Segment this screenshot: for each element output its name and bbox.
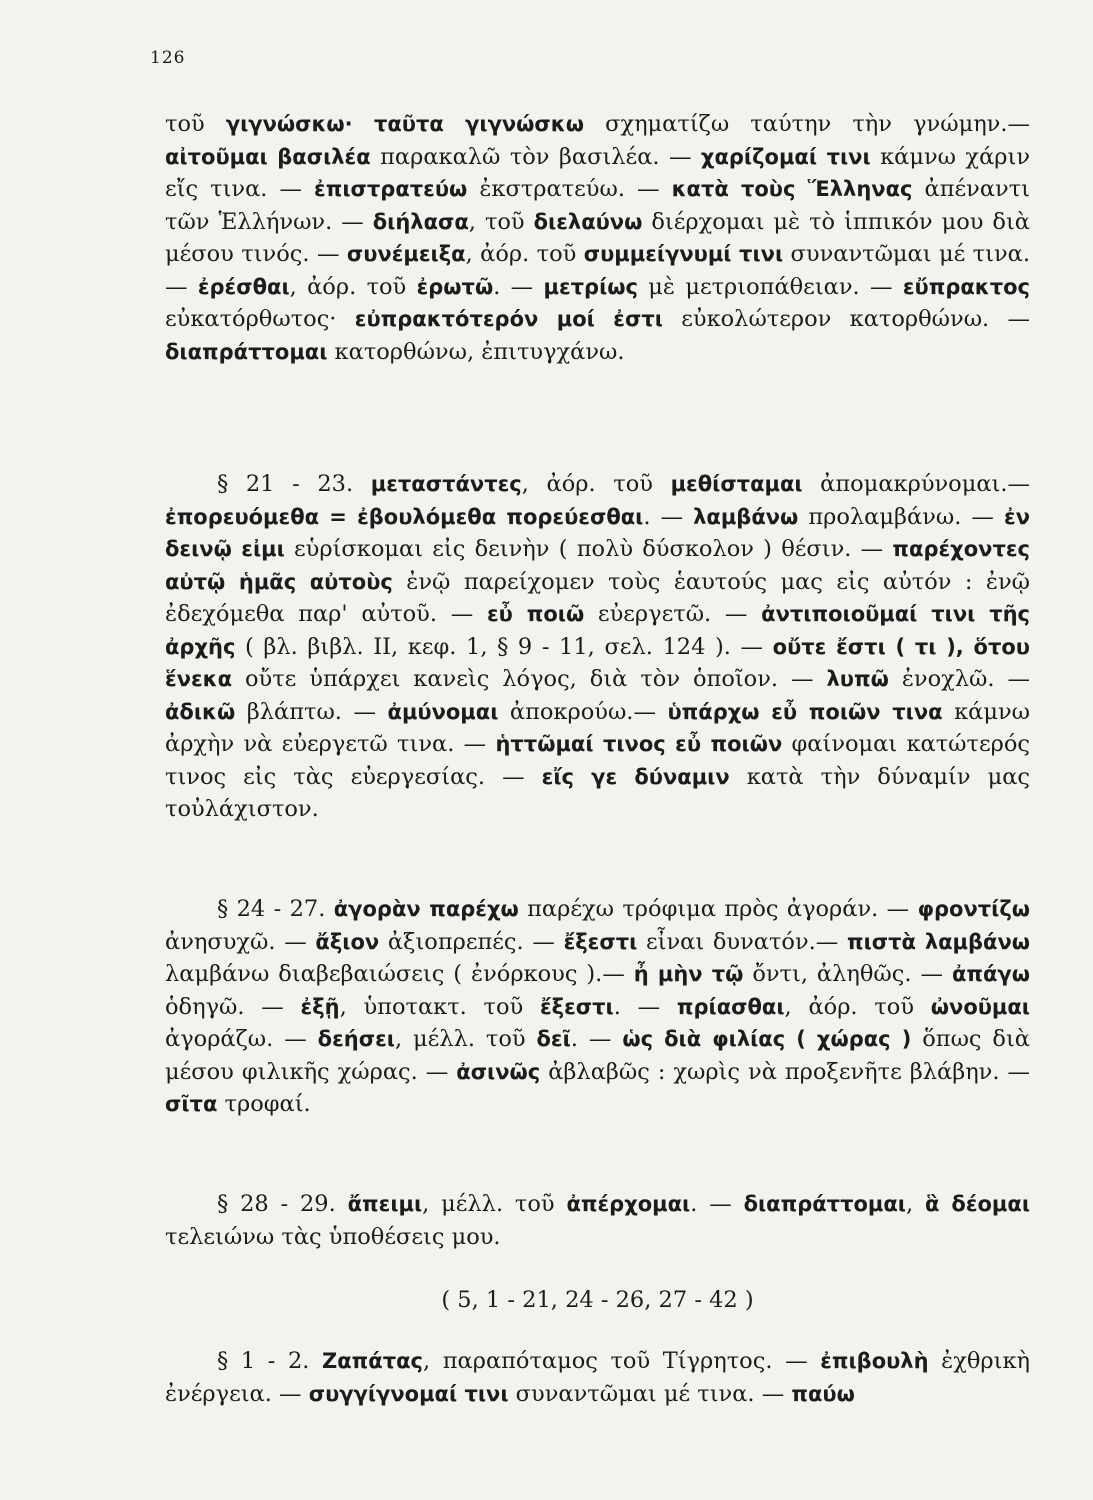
glossary-text: ὄντι, ἀληθῶς. — <box>743 961 952 987</box>
section-heading: ( 5, 1 - 21, 24 - 26, 27 - 42 ) <box>441 1287 754 1313</box>
glossary-term: ἐξῇ <box>300 994 340 1019</box>
glossary-text: συναντῶμαι μέ τινα. — <box>165 241 1030 300</box>
glossary-term: μεθίσταμαι <box>670 472 803 496</box>
glossary-term: φροντίζω <box>917 897 1030 921</box>
glossary-text: § 21 - 23. <box>217 471 371 497</box>
glossary-text: , <box>905 1191 925 1217</box>
glossary-term: ὑπάρχω εὖ ποιῶν τινα <box>667 699 943 724</box>
glossary-text: § 1 - 2. <box>217 1348 323 1374</box>
glossary-term: συγγίγνομαί τινι <box>308 1381 509 1406</box>
glossary-term: συνέμειξα <box>346 242 466 266</box>
glossary-term: αἰτοῦμαι βασιλέα <box>165 144 371 169</box>
glossary-term: ἀμύνομαι <box>387 699 499 724</box>
glossary-term: ἀπάγω <box>951 962 1030 986</box>
glossary-text: προλαμβάνω. — <box>798 503 1004 530</box>
glossary-term: δεήσει <box>317 1027 395 1051</box>
glossary-text: ἀγοράζω. — <box>165 1026 318 1052</box>
glossary-text: , ἀόρ. τοῦ <box>784 993 931 1020</box>
glossary-term: ἐπιβουλὴ <box>820 1349 929 1373</box>
glossary-text: ἀβλαβῶς : χωρὶς νὰ προξενῆτε βλάβην. — <box>540 1058 1030 1085</box>
glossary-text: § 28 - 29. <box>217 1191 348 1217</box>
glossary-text: ὁδηγῶ. — <box>165 993 301 1020</box>
glossary-term: ἀντιποιοῦμαί τινι τῆς ἀρχῆς <box>165 602 1031 659</box>
glossary-term: ἐπιστρατεύω <box>314 177 468 201</box>
glossary-term: ὡς διὰ φιλίας ( χώρας ) <box>622 1027 912 1051</box>
glossary-text: . — <box>643 503 694 530</box>
glossary-term: ἐρωτῶ <box>416 274 494 299</box>
glossary-text: τοῦ <box>165 111 226 137</box>
glossary-term: ἦ μὴν τῷ <box>633 962 744 986</box>
glossary-term: κατὰ τοὺς Ἕλληνας <box>671 177 913 201</box>
glossary-paragraph <box>165 893 1030 1121</box>
glossary-term: ἐρέσθαι <box>197 274 290 299</box>
glossary-text: ἐνοχλῶ. — <box>888 666 1031 692</box>
glossary-term: λαμβάνω <box>693 504 799 529</box>
glossary-text: ὅπως διὰ μέσου φιλικῆς χώρας. — <box>165 1026 1030 1085</box>
glossary-term: γιγνώσκω· ταῦτα γιγνώσκω <box>225 112 584 136</box>
glossary-term: διαπράττομαι <box>165 339 328 364</box>
glossary-term: εἴς γε δύναμιν <box>541 764 730 789</box>
glossary-text: , ἀόρ. τοῦ <box>521 471 671 497</box>
glossary-text: τελειώνω τὰς ὑποθέσεις μου. <box>165 1223 501 1250</box>
glossary-text: φαίνομαι κατώτερός τινος εἰς τὰς εὐεργεσίας. — <box>165 731 1031 790</box>
glossary-term: ἀδικῶ <box>165 699 236 724</box>
glossary-term: χαρίζομαί τινι <box>700 144 871 169</box>
glossary-text: , μέλλ. τοῦ <box>422 1191 567 1217</box>
glossary-term: Ζαπάτας <box>322 1349 423 1373</box>
glossary-term: διαπράττομαι <box>743 1192 906 1216</box>
glossary-text: κάμνω χάριν εἴς τινα. — <box>165 143 1030 202</box>
glossary-text: λαμβάνω διαβεβαιώσεις ( ἐνόρκους ).— <box>165 961 634 987</box>
glossary-term: εὐπρακτότερόν μοί ἐστι <box>354 307 663 331</box>
glossary-text: σχηματίζω ταύτην τὴν γνώμην.— <box>583 111 1031 137</box>
glossary-term: διελαύνω <box>533 209 643 234</box>
glossary-text: ἀνησυχῶ. — <box>165 928 316 955</box>
glossary-term: μετρίως <box>543 274 638 299</box>
glossary-text: . — <box>613 993 677 1020</box>
glossary-term: συμμείγνυμί τινι <box>583 242 784 266</box>
glossary-text: εὐκατόρθωτος· <box>165 306 355 332</box>
glossary-term: ἄξιον <box>315 929 380 954</box>
glossary-term: πρίασθαι <box>676 994 785 1019</box>
glossary-term: ὠνοῦμαι <box>930 994 1030 1019</box>
page-number: 126 <box>150 48 186 68</box>
glossary-term: σῖτα <box>165 1092 218 1116</box>
glossary-text: ἐκστρατεύω. — <box>467 176 672 202</box>
glossary-text: , ἀόρ. τοῦ <box>289 273 417 300</box>
glossary-text: τροφαί. <box>217 1091 311 1117</box>
glossary-term: ἐν δεινῷ εἰμι <box>165 504 1030 561</box>
glossary-term: ἀπέρχομαι <box>566 1192 691 1216</box>
glossary-paragraph <box>165 108 1030 368</box>
glossary-term: μεταστάντες <box>370 472 522 496</box>
glossary-term: ἔξεστι <box>563 929 638 954</box>
glossary-term: διήλασα <box>372 209 469 234</box>
glossary-term: ἀσινῶς <box>456 1059 541 1084</box>
glossary-text: ἀπομακρύνομαι.— <box>802 471 1031 497</box>
glossary-text: ἀποκρούω.— <box>498 698 668 725</box>
glossary-text: . — <box>493 273 544 300</box>
glossary-term: λυπῶ <box>826 667 889 691</box>
glossary-paragraph <box>165 1345 1030 1410</box>
glossary-text: εὑρίσκομαι εἰς δεινὴν ( πολὺ δύσκολον ) θέσιν. — <box>284 536 893 562</box>
glossary-text: βλάπτω. — <box>235 698 388 725</box>
glossary-text: ( βλ. βιβλ. II, κεφ. 1, § 9 - 11, σελ. 124 ). — <box>235 633 773 660</box>
glossary-text: εἶναι δυνατόν.— <box>637 928 847 955</box>
glossary-text: , τοῦ <box>468 208 534 235</box>
glossary-term: δεῖ <box>536 1027 571 1051</box>
glossary-text: , παραπόταμος τοῦ Τίγρητος. — <box>423 1348 821 1374</box>
glossary-term: εὖ ποιῶ <box>486 602 585 626</box>
glossary-text: παρέχω τρόφιμα πρὸς ἀγοράν. — <box>518 896 918 922</box>
glossary-text: εὐεργετῶ. — <box>584 601 762 627</box>
glossary-text: εὐκολώτερον κατορθώνω. — <box>662 306 1031 332</box>
glossary-term: ἄπειμι <box>347 1192 423 1216</box>
glossary-text: κατὰ τὴν δύναμίν μας τοὐλάχιστον. <box>165 763 1030 822</box>
glossary-paragraph <box>165 1188 1030 1253</box>
glossary-text: οὔτε ὑπάρχει κανεὶς λόγος, διὰ τὸν ὁποῖον. — <box>232 666 827 692</box>
glossary-term: παύω <box>791 1381 855 1406</box>
glossary-text: . — <box>570 1026 623 1052</box>
glossary-text: , ἀόρ. τοῦ <box>465 241 584 267</box>
glossary-text: ἐνῷ παρείχομεν τοὺς ἑαυτούς μας εἰς αὐτόν : ἐνῷ ἐδεχόμεθα παρ' αὐτοῦ. — <box>165 568 1030 627</box>
glossary-term: ἃ δέομαι <box>924 1192 1030 1216</box>
glossary-term: ἐπορευόμεθα = ἐβουλόμεθα πορεύεσθαι <box>165 504 644 529</box>
glossary-term: ἡττῶμαί τινος εὖ ποιῶν <box>495 732 783 756</box>
glossary-term: ἔξεστι <box>539 994 614 1019</box>
glossary-text: ἀξιοπρεπές. — <box>379 928 564 955</box>
glossary-text: ἀπέναντι τῶν Ἑλλήνων. — <box>165 176 1030 235</box>
glossary-text: συναντῶμαι μέ τινα. — <box>508 1380 792 1407</box>
glossary-text: § 24 - 27. <box>217 896 334 922</box>
glossary-text: . — <box>690 1191 744 1217</box>
glossary-text: , μέλλ. τοῦ <box>394 1026 537 1052</box>
glossary-text: , ὑποτακτ. τοῦ <box>339 993 540 1020</box>
glossary-text: μὲ μετριοπάθειαν. — <box>637 273 903 300</box>
glossary-term: οὔτε ἔστι ( τι ), ὅτου ἕνεκα <box>165 634 1030 691</box>
glossary-term: ἀγορὰν παρέχω <box>333 897 519 921</box>
glossary-term: πιστὰ λαμβάνω <box>846 929 1030 954</box>
glossary-paragraph <box>165 468 1030 826</box>
glossary-text: παρακαλῶ τὸν βασιλέα. — <box>370 143 701 170</box>
glossary-text: κατορθώνω, ἐπιτυγχάνω. <box>327 338 625 365</box>
glossary-term: εὔπρακτος <box>902 274 1030 299</box>
glossary-term: παρέχοντες αὐτῷ ἡμᾶς αὐτοὺς <box>165 537 1030 594</box>
glossary-text: κάμνω ἀρχὴν νὰ εὐεργετῶ τινα. — <box>165 698 1030 757</box>
glossary-text: διέρχομαι μὲ τὸ ἱππικόν μου διὰ μέσου τινός. — <box>165 208 1030 267</box>
glossary-text: ἐχθρικὴ ἐνέργεια. — <box>165 1348 1031 1407</box>
